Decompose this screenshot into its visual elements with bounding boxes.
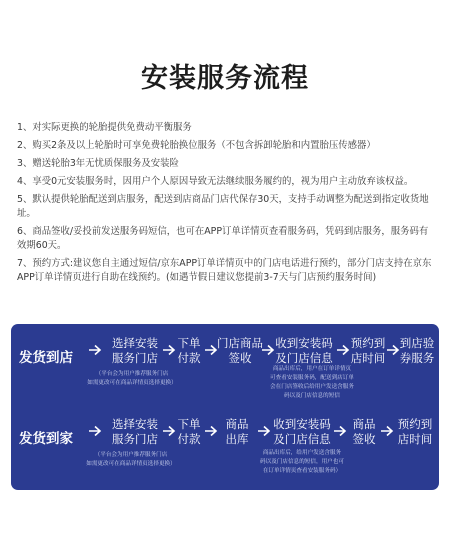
flow-step-order-pay [175, 417, 203, 447]
arrow-right-icon [380, 425, 394, 437]
flow-label-store: 发货到店 [19, 350, 73, 366]
flow-step-receive-code [271, 417, 333, 447]
rule-item: 5、默认提供轮胎配送到店服务，配送到店商品门店代保存30天，支持手动调整为配送到指定收货地址。 [17, 194, 429, 219]
flow-note-choose-store [67, 451, 195, 469]
step-text: 预约到 店时间 [397, 417, 433, 446]
arrow-right-icon [162, 344, 176, 356]
note-text: （平台会为用户推荐服务门店 如需更改可在商品详情页选择更换） [87, 371, 177, 386]
flow-step-sign-goods [348, 417, 380, 447]
rule-item: 4、享受0元安装服务时，因用户个人原因导致无法继续服务履约的，视为用户主动放弃该权益。 [17, 176, 414, 187]
rule-item: 6、商品签收/妥投前发送服务码短信，也可在APP订单详情页查看服务码，凭码到店服务，服务码有效期60天。 [17, 226, 429, 251]
step-text: 下单 付款 [177, 417, 201, 446]
flow-step-store-service [397, 336, 437, 366]
step-text: 收到安装码 及门店信息 [273, 417, 331, 446]
service-flow-panel [11, 324, 439, 490]
step-text: 下单 付款 [177, 336, 201, 365]
flow-step-order-pay [175, 336, 203, 366]
arrow-right-icon [204, 425, 218, 437]
step-text: 到店验 券服务 [399, 336, 435, 365]
arrow-right-icon [257, 425, 271, 437]
flow-step-receive-code [273, 336, 335, 366]
flow-note-choose-store [68, 370, 196, 388]
note-text: 商品出库后，用户在订单详情页 可查看安装服务码，配送到店订单 会在门店签收后给用户发送含服务 码以及门店信息的短信 [270, 366, 354, 399]
flow-step-book-time [346, 336, 390, 366]
arrow-right-icon [333, 425, 347, 437]
flow-note-code-store [267, 365, 357, 401]
rule-item: 1、对实际更换的轮胎提供免费动平衡服务 [17, 122, 192, 133]
flow-step-store-receive [215, 336, 265, 366]
note-text: 商品出库后，给用户发送含服务 码以及门店信息的短信，用户也可 在订单详情页查看安装服务码） [260, 450, 344, 474]
rule-item: 2、购买2条及以上轮胎时可享免费轮胎换位服务（不包含拆卸轮胎和内置胎压传感器） [17, 140, 376, 151]
page-title: 安装服务流程 [141, 63, 309, 94]
rule-item: 7、预约方式:建议您自主通过短信/京东APP订单详情页中的门店电话进行预约，部分门店支持在京东APP订单详情页进行自助在线预约。(如遇节假日建议您提前3-7天与门店预约服务时间) [17, 258, 432, 283]
flow-step-choose-store [102, 336, 168, 366]
flow-step-book-time [393, 417, 437, 447]
flow-step-choose-store [102, 417, 168, 447]
arrow-right-icon [162, 425, 176, 437]
step-text: 选择安装 服务门店 [112, 417, 158, 446]
note-text: （平台会为用户推荐服务门店 如需更改可在商品详情页选择更换） [86, 452, 176, 467]
step-text: 选择安装 服务门店 [112, 336, 158, 365]
step-text: 门店商品 签收 [217, 336, 263, 365]
arrow-right-icon [88, 344, 102, 356]
step-text: 预约到 店时间 [350, 336, 386, 365]
step-text: 商品 出库 [225, 417, 249, 446]
step-text: 商品 签收 [352, 417, 376, 446]
rule-item: 3、赠送轮胎3年无忧质保服务及安装险 [17, 158, 179, 169]
rules-list [17, 121, 437, 289]
flow-step-ship-out [221, 417, 253, 447]
arrow-right-icon [88, 425, 102, 437]
flow-note-code-home [257, 449, 347, 476]
flow-label-home: 发货到家 [19, 431, 73, 447]
step-text: 收到安装码 及门店信息 [275, 336, 333, 365]
